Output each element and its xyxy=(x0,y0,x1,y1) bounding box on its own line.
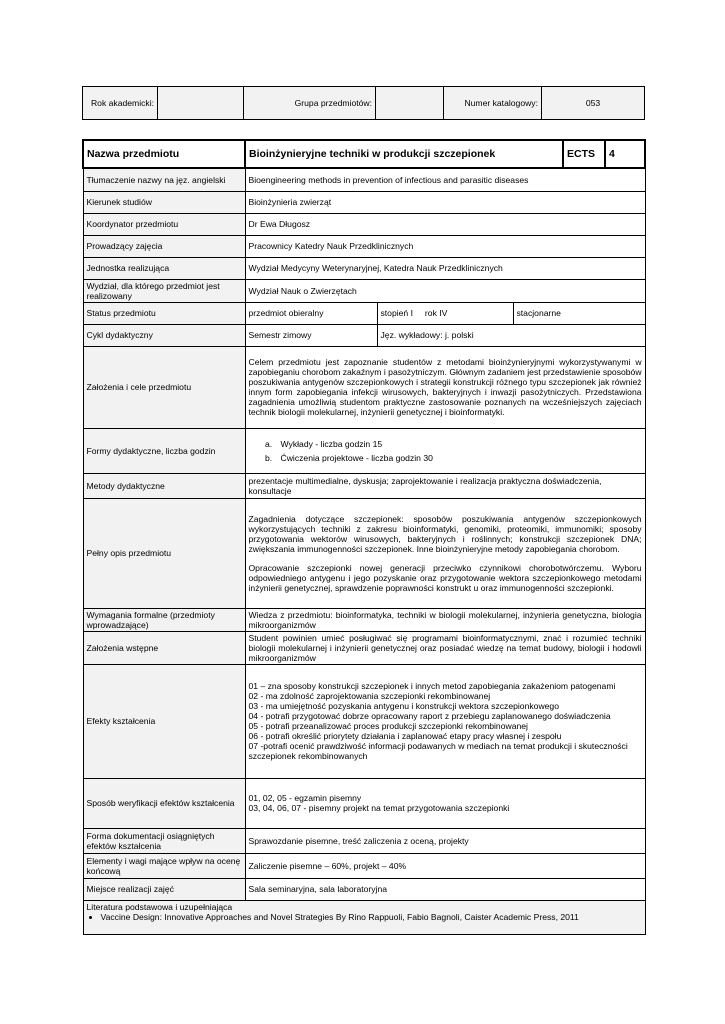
literature-list xyxy=(87,912,642,922)
cycle-label: Cykl dydaktyczny xyxy=(83,324,245,346)
verification-label: Sposób weryfikacji efektów kształcenia xyxy=(83,778,245,828)
status-label: Status przedmiotu xyxy=(83,302,245,324)
documentation-label: Forma dokumentacji osiągniętych efektów kształcenia xyxy=(83,828,245,853)
verification-line-2: 03, 04, 06, 07 - pisemny projekt na temat przygotowania szczepionki xyxy=(248,803,510,813)
instructors-label: Prowadzący zajęcia xyxy=(83,235,245,257)
subject-name-label: Nazwa przedmiotu xyxy=(83,140,245,168)
field-of-study-label: Kierunek studiów xyxy=(83,191,245,213)
verification-value xyxy=(245,778,645,828)
outcomes-value xyxy=(245,664,645,778)
status-type-value: przedmiot obieralny xyxy=(245,302,377,324)
outcome-03: 03 - ma umiejętność pozyskania antygenu i konstrukcji wektora szczepionkowego xyxy=(248,701,559,711)
coordinator-value: Dr Ewa Długosz xyxy=(245,213,645,235)
subject-group-value xyxy=(376,87,444,120)
requirements-label: Wymagania formalne (przedmioty wprowadzające) xyxy=(83,608,245,631)
outcomes-label: Efekty kształcenia xyxy=(83,664,245,778)
instructors-value: Pracownicy Katedry Nauk Przedklinicznych xyxy=(245,235,645,257)
english-name-value: Bioengineering methods in prevention of infectious and parasitic diseases xyxy=(245,168,645,191)
description-label: Pełny opis przedmiotu xyxy=(83,498,245,608)
unit-label: Jednostka realizująca xyxy=(83,257,245,279)
description-paragraph-1: Zagadnienia dotyczące szczepionek: sposobów poszukiwania antygenów szczepionkowych wykorzystujących techniki z zakresu bioinformatyki, genomiki, proteomiki, immunomiki; sposoby przygotowania wektorów wirusowych, bakteryjnych i roślinnych; konstrukcji szczepionek DNA; zwiększania immunogenności szczepionek. Inne bioinżynieryjne metody zapobiegania chorobom. xyxy=(248,513,642,554)
outcome-04: 04 - potrafi przygotować dobrze opracowany raport z przebiegu zaplanowanego doświadczenia xyxy=(248,711,611,721)
semester-value: Semestr zimowy xyxy=(245,324,377,346)
catalog-number-value: 053 xyxy=(542,87,645,120)
methods-label: Metody dydaktyczne xyxy=(83,473,245,498)
verification-line-1: 01, 02, 05 - egzamin pisemny xyxy=(248,793,362,803)
unit-value: Wydział Medycyny Weterynaryjnej, Katedra Nauk Przedklinicznych xyxy=(245,257,645,279)
field-of-study-value: Bioinżynieria zwierząt xyxy=(245,191,645,213)
academic-year-label: Rok akademicki: xyxy=(83,87,158,120)
literature-label: Literatura podstawowa i uzupełniająca xyxy=(86,901,233,912)
grading-value: Zaliczenie pisemne – 60%, projekt – 40% xyxy=(245,853,645,878)
outcome-02: 02 - ma zdolność zaprojektowania szczepionki rekombinowanej xyxy=(248,691,491,701)
forms-list xyxy=(249,439,642,463)
subject-group-label: Grupa przedmiotów: xyxy=(244,87,376,120)
location-label: Miejsce realizacji zajęć xyxy=(83,878,245,900)
english-name-label: Tłumaczenie nazwy na jęz. angielski xyxy=(83,168,245,191)
methods-value: prezentacje multimedialne, dyskusja; zaprojektowanie i realizacja praktyczna doświadczenia, konsultacje xyxy=(245,473,645,498)
grading-label: Elementy i wagi mające wpływ na ocenę końcową xyxy=(83,853,245,878)
catalog-info-table xyxy=(82,86,645,120)
catalog-number-label: Numer katalogowy: xyxy=(444,87,542,120)
goals-value: Celem przedmiotu jest zapoznanie studentów z metodami bioinżynieryjnymi wykorzystywanymi w zapobieganiu chorobom zakaźnym i pasożytniczym. Głównym zadaniem jest przedstawienie sposobów poszukiwania antygenów szczepionkowych i strategii konstrukcji różnego typu szczepionek jak również innym form zapobiegania infekcji wirusowych, bakteryjnych i inwazji pasożytniczych. Przedstawiona zagadnienia umożliwią studentom praktyczne zastosowanie poznanych na wcześniejszych zajęciach technik biologii molekularnej, inżynierii genetycznej i bioinformatyki. xyxy=(245,346,645,428)
status-degree-value: stopień I rok IV xyxy=(377,302,513,324)
forms-label: Formy dydaktyczne, liczba godzin xyxy=(83,428,245,473)
ects-value: 4 xyxy=(605,140,645,168)
prerequisites-value: Student powinien umieć posługiwać się programami bioinformatycznymi, znać i rozumieć techniki biologii molekularnej i inżynierii genetycznej oraz posiadać wiedzę na temat budowy, biologii i hodowli mikroorganizmów xyxy=(245,631,645,664)
syllabus-table xyxy=(82,139,646,935)
language-value: Jęz. wykładowy: j. polski xyxy=(377,324,645,346)
outcome-05: 05 - potrafi przeanalizować proces produkcji szczepionki rekombinowanej xyxy=(248,721,528,731)
location-value: Sala seminaryjna, sala laboratoryjna xyxy=(245,878,645,900)
goals-label: Założenia i cele przedmiotu xyxy=(83,346,245,428)
outcome-01: 01 – zna sposoby konstrukcji szczepionek i innych metod zapobiegania zakażeniom patogenami xyxy=(248,681,616,691)
description-value xyxy=(245,498,645,608)
requirements-value: Wiedza z przedmiotu: bioinformatyka, techniki w biologii molekularnej, inżynieria genetyczna, biologia mikroorganizmów xyxy=(245,608,645,631)
literature-item: • Vaccine Design: Innovative Approaches and Novel Strategies By Rino Rappuoli, Fabio Bagnoli, Caister Academic Press, 2011 xyxy=(101,912,642,922)
coordinator-label: Koordynator przedmiotu xyxy=(83,213,245,235)
subject-name-value: Bioinżynieryjne techniki w produkcji szczepionek xyxy=(245,140,563,168)
ects-label: ECTS xyxy=(563,140,605,168)
documentation-value: Sprawozdanie pisemne, treść zaliczenia z oceną, projekty xyxy=(245,828,645,853)
prerequisites-label: Założenia wstępne xyxy=(83,631,245,664)
faculty-label: Wydział, dla którego przedmiot jest realizowany xyxy=(83,279,245,302)
literature-cell xyxy=(83,900,645,934)
forms-value xyxy=(245,428,645,473)
forms-item-lectures: a. Wykłady - liczba godzin 15 xyxy=(275,439,642,449)
faculty-value: Wydział Nauk o Zwierzętach xyxy=(245,279,645,302)
academic-year-value xyxy=(158,87,244,120)
outcome-06: 06 - potrafi określić priorytety działania i zaplanować etapy pracy własnej i zespołu xyxy=(248,731,562,741)
description-paragraph-2: Opracowanie szczepionki nowej generacji przeciwko czynnikowi chorobotwórczemu. Wyboru odpowiedniego antygenu i jego pozyskanie oraz przygotowanie wektora szczepionkowego metodami inżynierii genetycznej, sprawdzenie poprawności konstrukt u oraz immunogenności szczepionki. xyxy=(248,562,642,593)
forms-item-exercises: b. Ćwiczenia projektowe - liczba godzin 30 xyxy=(275,453,642,463)
status-mode-value: stacjonarne xyxy=(513,302,645,324)
outcome-07: 07 -potrafi ocenić prawdziwość informacji podawanych w mediach na temat produkcji i skuteczności szczepionek rekombinowanych xyxy=(248,741,628,761)
